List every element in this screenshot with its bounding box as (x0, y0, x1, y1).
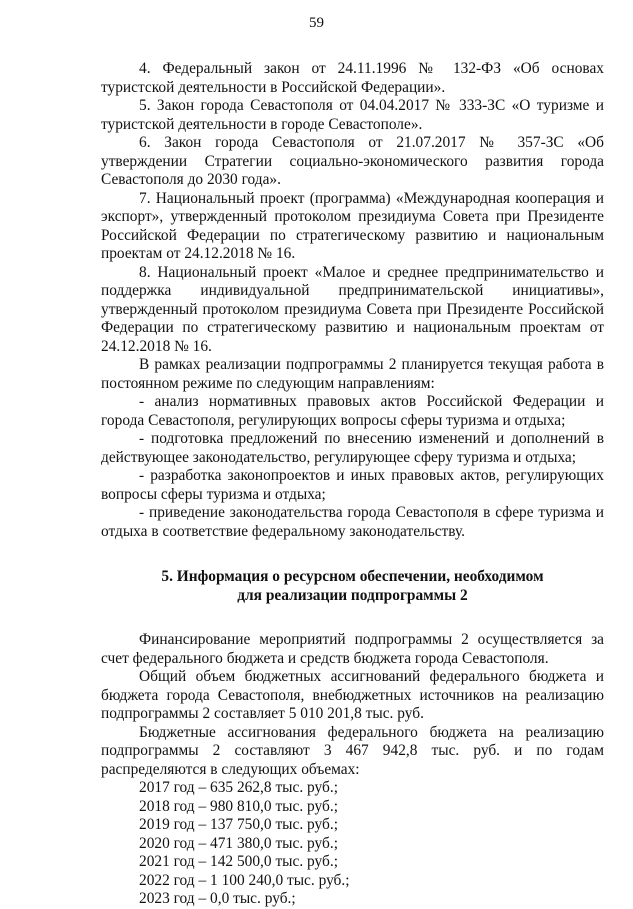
paragraph-direction-analysis: - анализ нормативных правовых актов Российской Федерации и города Севастополя, регулирующих вопросы сферы туризма и отдыха; (101, 393, 604, 429)
document-body (101, 60, 604, 909)
paragraph-direction-proposals: - подготовка предложений по внесению изменений и дополнений в действующее законодательство, регулирующее сферу туризма и отдыха; (101, 430, 604, 466)
section-heading-line-1: 5. Информация о ресурсном обеспечении, необходимом (161, 568, 544, 585)
section-heading (101, 568, 604, 605)
paragraph-work-directions-intro: В рамках реализации подпрограммы 2 планируется текущая работа в постоянном режиме по следующим направлениям: (101, 356, 604, 392)
paragraph-federal-allocations: Бюджетные ассигнования федерального бюджета на реализацию подпрограммы 2 составляют 3 467 942,8 тыс. руб. и по годам распределяются в следующих объемах: (101, 723, 604, 778)
budget-year-item: 2018 год – 980 810,0 тыс. руб.; (139, 797, 338, 815)
paragraph-law-6: 6. Закон города Севастополя от 21.07.2017 № 357-ЗС «Об утверждении Стратегии социально-экономического развития города Севастополя до 2030 года». (101, 134, 604, 188)
budget-year-item: 2021 год – 142 500,0 тыс. руб.; (139, 853, 338, 870)
paragraph-national-project-7: 7. Национальный проект (программа) «Международная кооперация и экспорт», утвержденный протоколом президиума Совета при Президенте Российской Федерации по стратегическому развитию и национальным проектам от 24.12.2018 № 16. (101, 189, 604, 262)
section-heading-line-2: для реализации подпрограммы 2 (237, 586, 468, 604)
budget-year-item: 2023 год – 0,0 тыс. руб.; (139, 890, 296, 907)
paragraph-direction-drafting: - разработка законопроектов и иных правовых актов, регулирующих вопросы сферы туризма и отдыха; (101, 467, 604, 503)
paragraph-financing-sources: Финансирование мероприятий подпрограммы 2 осуществляется за счет федерального бюджета и средств бюджета города Севастополя. (101, 631, 604, 667)
paragraph-direction-alignment: - приведение законодательства города Севастополя в сфере туризма и отдыха в соответствие федеральному законодательству. (101, 504, 604, 540)
budget-year-item: 2017 год – 635 262,8 тыс. руб.; (139, 779, 338, 796)
paragraph-law-5: 5. Закон города Севастополя от 04.04.2017 № 333-ЗС «О туризме и туристской деятельности в городе Севастополе». (101, 97, 604, 133)
budget-by-year-list (101, 779, 604, 909)
page-number: 59 (309, 15, 324, 31)
budget-year-item: 2019 год – 137 750,0 тыс. руб.; (139, 816, 338, 833)
budget-year-item: 2022 год – 1 100 240,0 тыс. руб.; (139, 871, 350, 889)
budget-year-item: 2020 год – 471 380,0 тыс. руб.; (139, 834, 338, 852)
paragraph-law-4: 4. Федеральный закон от 24.11.1996 № 132-ФЗ «Об основах туристской деятельности в Российской Федерации». (101, 60, 604, 96)
paragraph-total-volume: Общий объем бюджетных ассигнований федерального бюджета и бюджета города Севастополя, внебюджетных источников на реализацию подпрограммы 2 составляет 5 010 201,8 тыс. руб. (101, 668, 604, 722)
paragraph-national-project-8: 8. Национальный проект «Малое и среднее предпринимательство и поддержка индивидуальной предпринимательской инициативы», утвержденный протоколом президиума Совета при Президенте Российской Федерации по стратегическому развитию и национальным проектам от 24.12.2018 № 16. (101, 263, 604, 355)
